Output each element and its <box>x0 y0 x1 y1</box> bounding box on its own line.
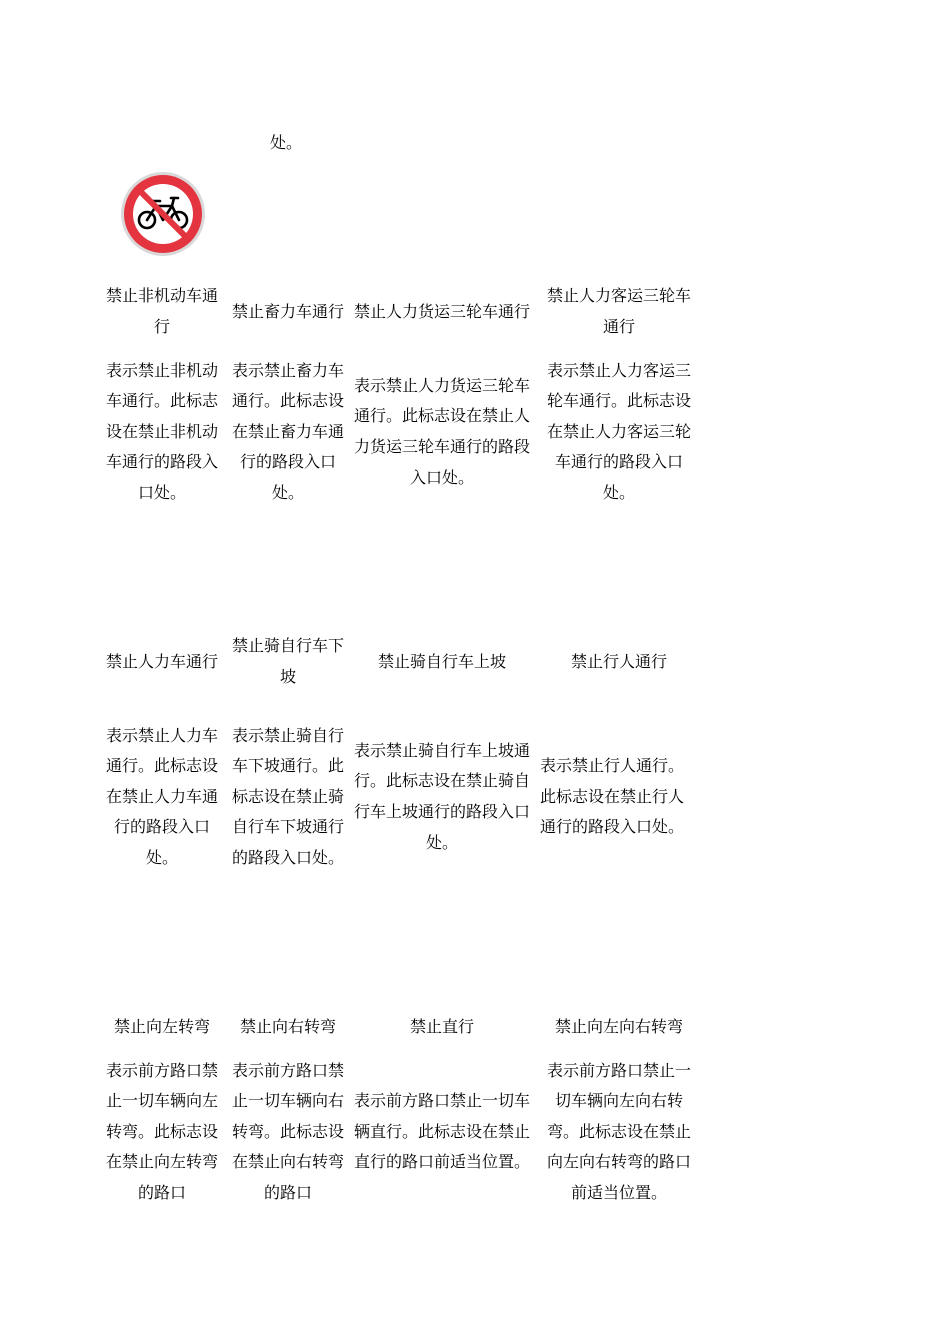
sign-title: 禁止向右转弯 <box>239 1016 336 1036</box>
sign-title: 禁止人力客运三轮车通行 <box>546 286 691 336</box>
sign-title: 禁止骑自行车上坡 <box>377 651 506 671</box>
sign-title: 禁止骑自行车下坡 <box>232 636 345 686</box>
sign-description: 表示禁止行人通行。此标志设在禁止行人通行的路段入口处。 <box>540 756 685 837</box>
sign-title: 禁止行人通行 <box>570 651 667 671</box>
sign-title: 禁止人力货运三轮车通行 <box>353 301 530 321</box>
sign-title: 禁止直行 <box>409 1016 474 1036</box>
page-fragment-text: 处。 <box>270 133 303 152</box>
sign-title: 禁止向左向右转弯 <box>554 1016 683 1036</box>
sign-title: 禁止畜力车通行 <box>232 301 345 321</box>
sign-description: 表示前方路口禁止一切车辆向右转弯。此标志设在禁止向右转弯的路口 <box>232 1060 345 1202</box>
sign-title: 禁止非机动车通行 <box>105 286 218 336</box>
no-bicycle-sign-icon <box>119 170 207 258</box>
sign-description: 表示前方路口禁止一切车辆向左转弯。此标志设在禁止向左转弯的路口 <box>105 1060 218 1202</box>
sign-description: 表示禁止骑自行车下坡通行。此标志设在禁止骑自行车下坡通行的路段入口处。 <box>232 725 345 867</box>
sign-description: 表示禁止人力客运三轮车通行。此标志设在禁止人力客运三轮车通行的路段入口处。 <box>546 360 691 502</box>
sign-title: 禁止人力车通行 <box>105 651 218 671</box>
sign-description: 表示禁止非机动车通行。此标志设在禁止非机动车通行的路段入口处。 <box>105 360 218 502</box>
sign-title: 禁止向左转弯 <box>113 1016 210 1036</box>
sign-description: 表示前方路口禁止一切车辆向左向右转弯。此标志设在禁止向左向右转弯的路口前适当位置。 <box>546 1060 691 1202</box>
sign-description: 表示禁止畜力车通行。此标志设在禁止畜力车通行的路段入口处。 <box>232 360 345 502</box>
sign-description: 表示禁止骑自行车上坡通行。此标志设在禁止骑自行车上坡通行的路段入口处。 <box>353 740 530 852</box>
sign-description: 表示前方路口禁止一切车辆直行。此标志设在禁止直行的路口前适当位置。 <box>353 1091 530 1172</box>
sign-description: 表示禁止人力货运三轮车通行。此标志设在禁止人力货运三轮车通行的路段入口处。 <box>353 375 530 487</box>
sign-description: 表示禁止人力车通行。此标志设在禁止人力车通行的路段入口处。 <box>105 725 218 867</box>
